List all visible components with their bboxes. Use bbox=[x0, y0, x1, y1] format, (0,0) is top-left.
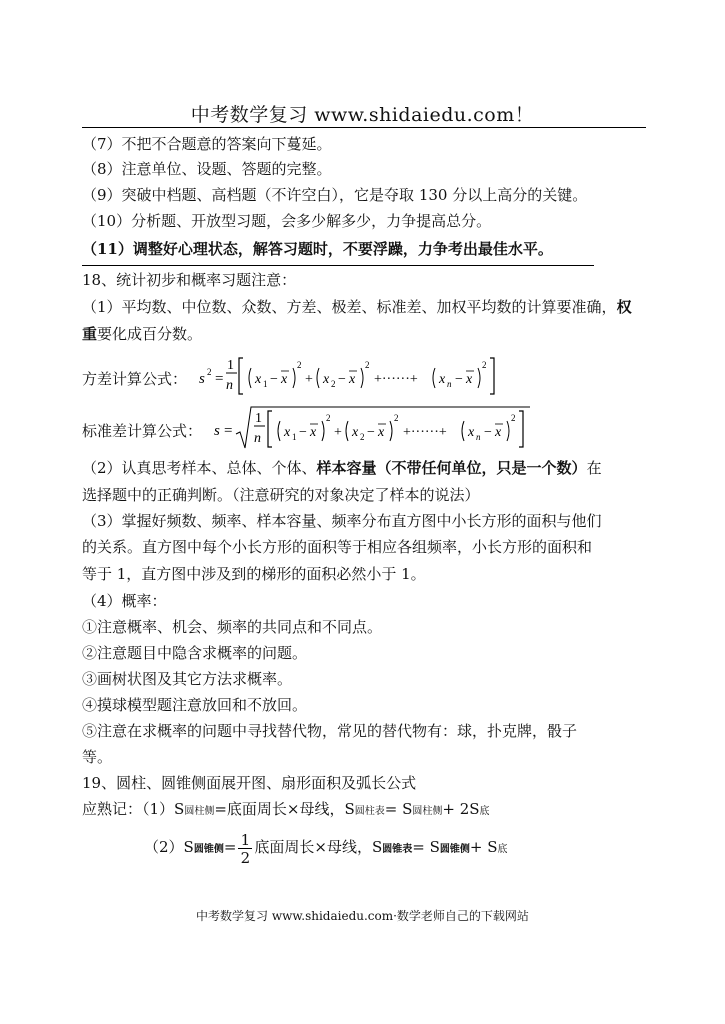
p4-item-4: ④摸球模型题注意放回和不放回。 bbox=[82, 696, 308, 714]
svg-text:n: n bbox=[254, 431, 261, 446]
svg-text:+: + bbox=[305, 372, 313, 387]
page-header-title: 中考数学复习 www.shidaiedu.com！ bbox=[190, 104, 535, 126]
header-rule bbox=[82, 127, 646, 128]
s19-l1-tail: + 2S bbox=[442, 800, 480, 818]
std-formula-svg bbox=[212, 404, 542, 452]
p4-item-1: ①注意概率、机会、频率的共同点和不同点。 bbox=[82, 618, 383, 636]
svg-text:x: x bbox=[281, 372, 288, 387]
page-footer: 中考数学复习 www.shidaiedu.com·数学老师自己的下载网站 bbox=[196, 909, 529, 923]
svg-text:2: 2 bbox=[511, 413, 516, 423]
s19-l2-prefix: （2）S bbox=[144, 838, 194, 856]
s19-l1-mid: =底面周长×母线，S bbox=[214, 800, 355, 818]
svg-text:2: 2 bbox=[360, 432, 365, 442]
section-19-title: 19、圆柱、圆锥侧面展开图、扇形面积及弧长公式 bbox=[82, 774, 417, 792]
item-8: （8）注意单位、设题、答题的完整。 bbox=[82, 160, 332, 178]
p4-item-2: ②注意题目中隐含求概率的问题。 bbox=[82, 644, 308, 662]
frac-numerator: 1 bbox=[238, 832, 252, 849]
p4-item-5: ⑤注意在求概率的问题中寻找替代物，常见的替代物有：球，扑克牌，骰子 bbox=[82, 722, 578, 740]
std-label: 标准差计算公式： bbox=[82, 422, 203, 440]
svg-text:=: = bbox=[224, 423, 233, 439]
svg-text:n: n bbox=[476, 432, 481, 442]
item-7: （7）不把不合题意的答案向下蔓延。 bbox=[82, 135, 332, 153]
section-18-title: 18、统计初步和概率习题注意： bbox=[82, 271, 297, 289]
p2-text-bold: 样本容量（不带任何单位，只是一个数） bbox=[316, 459, 587, 477]
svg-text:2: 2 bbox=[482, 360, 487, 370]
svg-text:2: 2 bbox=[297, 360, 302, 370]
svg-text:2: 2 bbox=[365, 360, 370, 370]
svg-text:=: = bbox=[215, 371, 224, 387]
svg-text:x: x bbox=[323, 372, 330, 387]
p2-text-a: （2）认真思考样本、总体、个体、 bbox=[82, 459, 317, 477]
section-18-p2-line1 bbox=[82, 461, 602, 476]
section-18-p3-line2: 的关系。直方图中每个小长方形的面积等于相应各组频率，小长方形的面积和 bbox=[82, 538, 593, 556]
section-19-line2 bbox=[144, 832, 508, 868]
svg-text:x: x bbox=[378, 425, 385, 440]
svg-text:x: x bbox=[284, 425, 291, 440]
svg-text:+······+: +······+ bbox=[403, 425, 447, 440]
s19-l2-eq2: = S bbox=[412, 838, 440, 856]
p1-text-a: （1）平均数、中位数、众数、方差、极差、标准差、加权平均数的计算要准确， bbox=[82, 298, 617, 316]
svg-text:2: 2 bbox=[326, 413, 331, 423]
section-18-p2-line2: 选择题中的正确判断。（注意研究的对象决定了样本的说法） bbox=[82, 486, 480, 504]
s19-l1-eq: = S bbox=[384, 800, 413, 818]
s19-l2-sub1: 圆锥侧 bbox=[193, 844, 224, 855]
p1-line2-text: 要化成百分数。 bbox=[97, 325, 203, 343]
svg-text:x: x bbox=[439, 372, 446, 387]
svg-text:2: 2 bbox=[207, 367, 212, 377]
svg-text:−: − bbox=[270, 372, 278, 387]
item-11-underline bbox=[82, 265, 594, 266]
svg-text:x: x bbox=[352, 425, 359, 440]
section-18-p3-line1: （3）掌握好频数、频率、样本容量、频率分布直方图中小长方形的面积与他们 bbox=[82, 512, 602, 530]
svg-text:x: x bbox=[468, 425, 475, 440]
frac-denominator: 2 bbox=[240, 849, 251, 867]
svg-text:−: − bbox=[367, 425, 375, 440]
s19-l2-mid: 底面周长×母线，S bbox=[254, 838, 383, 856]
variance-formula-svg bbox=[197, 354, 527, 398]
svg-text:−: − bbox=[484, 425, 492, 440]
svg-text:+······+: +······+ bbox=[374, 372, 418, 387]
section-18-p3-line3: 等于 1，直方图中涉及到的梯形的面积必然小于 1。 bbox=[82, 565, 426, 583]
section-18-p1-line1 bbox=[82, 300, 632, 315]
s19-l1-sub2: 圆柱表 bbox=[354, 806, 385, 817]
p1-line2-bold: 重 bbox=[82, 325, 98, 343]
svg-text:1: 1 bbox=[255, 411, 262, 426]
s19-l2-sub3: 圆锥侧 bbox=[439, 844, 470, 855]
svg-text:1: 1 bbox=[292, 432, 297, 442]
variance-formula bbox=[82, 354, 642, 398]
svg-text:−: − bbox=[455, 372, 463, 387]
svg-text:x: x bbox=[255, 372, 262, 387]
svg-text:2: 2 bbox=[331, 379, 336, 389]
svg-text:x: x bbox=[349, 372, 356, 387]
p2-text-c: 在 bbox=[586, 459, 602, 477]
svg-text:−: − bbox=[338, 372, 346, 387]
svg-text:2: 2 bbox=[394, 413, 399, 423]
svg-text:−: − bbox=[299, 425, 307, 440]
s19-l2-sub2: 圆锥表 bbox=[382, 844, 413, 855]
svg-text:x: x bbox=[466, 372, 473, 387]
section-19-line1 bbox=[82, 802, 490, 817]
item-10: （10）分析题、开放型习题，会多少解多少，力争提高总分。 bbox=[82, 212, 492, 230]
section-18-p1-line2 bbox=[82, 327, 202, 342]
s19-fraction bbox=[238, 832, 252, 867]
svg-text:+: + bbox=[334, 425, 342, 440]
p4-item-3: ③画树状图及其它方法求概率。 bbox=[82, 670, 293, 688]
svg-text:1: 1 bbox=[263, 379, 268, 389]
s19-l2-eq: = bbox=[223, 838, 237, 856]
item-9: （9）突破中档题、高档题（不许空白），它是夺取 130 分以上高分的关键。 bbox=[82, 186, 588, 204]
p4-item-5-cont: 等。 bbox=[82, 748, 113, 766]
svg-text:n: n bbox=[447, 379, 452, 389]
s19-l1-sub1: 圆柱侧 bbox=[184, 806, 215, 817]
variance-label: 方差计算公式： bbox=[82, 370, 188, 388]
svg-text:s: s bbox=[199, 371, 205, 387]
s19-l2-sub4: 底 bbox=[497, 844, 508, 855]
s19-l1-sub3: 圆柱侧 bbox=[412, 806, 443, 817]
svg-text:s: s bbox=[214, 423, 220, 439]
p1-text-b: 权 bbox=[616, 298, 632, 316]
svg-text:x: x bbox=[310, 425, 317, 440]
svg-text:1: 1 bbox=[227, 358, 234, 373]
section-18-p4-title: （4）概率： bbox=[82, 592, 167, 610]
svg-text:n: n bbox=[226, 378, 233, 393]
std-formula bbox=[82, 404, 642, 452]
svg-text:x: x bbox=[495, 425, 502, 440]
s19-l1-prefix: 应熟记：（1）S bbox=[82, 800, 185, 818]
item-11: （11）调整好心理状态，解答习题时，不要浮躁，力争考出最佳水平。 bbox=[82, 240, 553, 258]
s19-l2-tail: + S bbox=[469, 838, 498, 856]
s19-l1-sub4: 底 bbox=[479, 806, 490, 817]
